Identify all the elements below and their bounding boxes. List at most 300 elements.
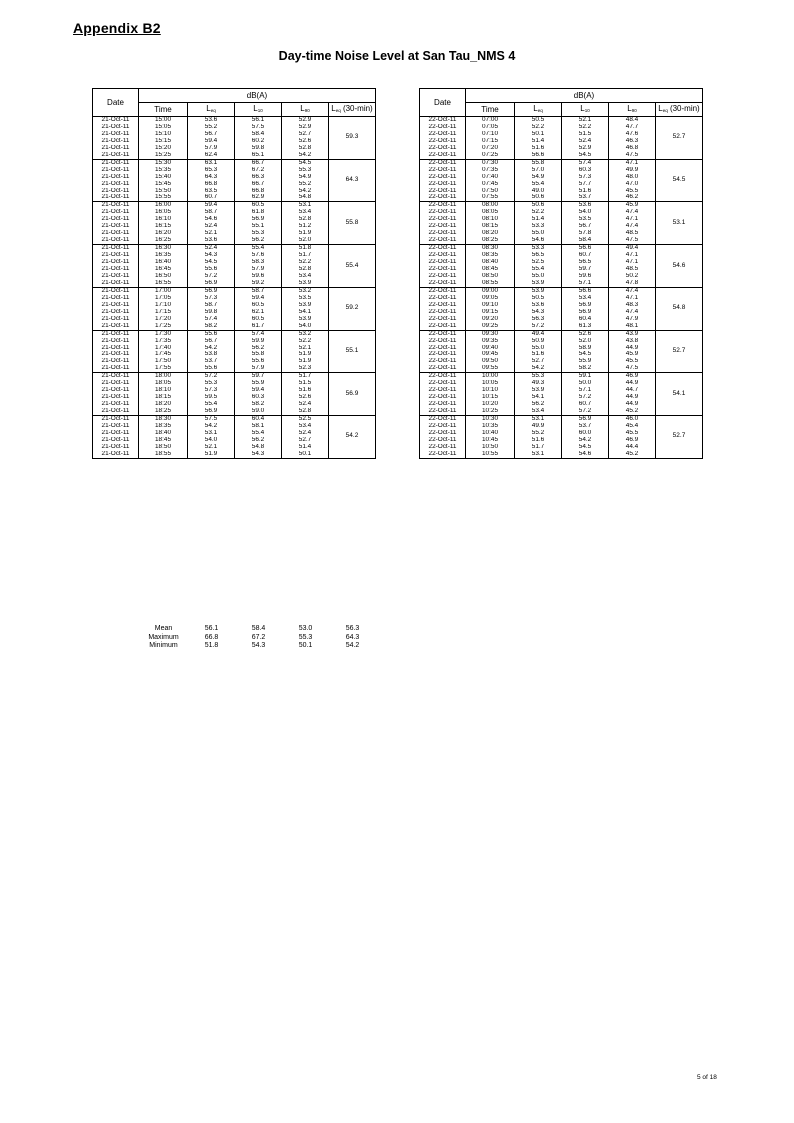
l90-cell: 53.2 (282, 330, 329, 337)
time-cell: 09:05 (466, 295, 515, 302)
l10-cell: 52.1 (562, 117, 609, 124)
l90-cell: 44.9 (609, 401, 656, 408)
time-cell: 10:25 (466, 408, 515, 415)
summary-leq-cell: 56.1 (204, 625, 219, 632)
l10-cell: 57.7 (562, 181, 609, 188)
l90-cell: 47.4 (609, 309, 656, 316)
date-cell: 21-Oct-11 (93, 230, 139, 237)
leq-cell: 50.1 (515, 131, 562, 138)
date-cell: 22-Oct-11 (420, 209, 466, 216)
l10-cell: 53.7 (562, 194, 609, 201)
l10-cell: 57.3 (562, 174, 609, 181)
date-cell: 21-Oct-11 (93, 131, 139, 138)
l90-cell: 48.5 (609, 230, 656, 237)
leq-cell: 57.3 (188, 295, 235, 302)
l10-cell: 56.9 (562, 416, 609, 423)
date-cell: 21-Oct-11 (93, 280, 139, 287)
leq-cell: 52.2 (515, 209, 562, 216)
leq-cell: 55.6 (188, 330, 235, 337)
date-cell: 22-Oct-11 (420, 174, 466, 181)
date-cell: 21-Oct-11 (93, 351, 139, 358)
time-cell: 17:05 (139, 295, 188, 302)
leq30-cell: 64.3 (329, 159, 376, 202)
l10-cell: 59.1 (562, 373, 609, 380)
table-row (420, 202, 703, 209)
l10-cell: 57.1 (562, 280, 609, 287)
l90-cell: 51.4 (282, 444, 329, 451)
time-cell: 15:55 (139, 194, 188, 201)
table-row (420, 373, 703, 380)
l10-cell: 66.7 (235, 181, 282, 188)
summary-l10-cell: 58.4 (251, 625, 266, 632)
leq-cell: 49.0 (515, 188, 562, 195)
time-cell: 07:05 (466, 124, 515, 131)
l90-column-header (609, 103, 656, 117)
date-cell: 22-Oct-11 (420, 259, 466, 266)
l10-cell: 55.8 (235, 351, 282, 358)
time-cell: 18:35 (139, 423, 188, 430)
date-cell: 21-Oct-11 (93, 245, 139, 252)
time-cell: 10:15 (466, 394, 515, 401)
leq-cell: 54.0 (188, 437, 235, 444)
leq-cell: 57.5 (188, 416, 235, 423)
date-cell: 22-Oct-11 (420, 365, 466, 372)
l10-cell: 62.9 (235, 194, 282, 201)
l10-cell: 60.2 (235, 138, 282, 145)
l90-cell: 49.4 (609, 245, 656, 252)
l10-cell: 56.5 (562, 259, 609, 266)
date-cell: 22-Oct-11 (420, 237, 466, 244)
leq-cell: 54.3 (188, 252, 235, 259)
date-cell: 22-Oct-11 (420, 309, 466, 316)
date-cell: 21-Oct-11 (93, 252, 139, 259)
l10-cell: 50.0 (562, 380, 609, 387)
leq30-cell: 59.2 (329, 287, 376, 330)
time-cell: 07:15 (466, 138, 515, 145)
leq-cell: 49.3 (515, 380, 562, 387)
dba-units-header: dB(A) (466, 89, 703, 103)
time-cell: 09:10 (466, 302, 515, 309)
date-cell: 21-Oct-11 (93, 323, 139, 330)
date-cell: 21-Oct-11 (93, 338, 139, 345)
time-cell: 17:45 (139, 351, 188, 358)
date-cell: 22-Oct-11 (420, 273, 466, 280)
leq30-cell: 54.1 (656, 373, 703, 416)
l10-cell: 55.1 (235, 223, 282, 230)
l10-cell: 56.9 (562, 309, 609, 316)
l90-cell: 47.5 (609, 152, 656, 159)
l10-cell: 58.7 (235, 287, 282, 294)
l10-cell: 59.8 (235, 145, 282, 152)
l90-cell: 47.1 (609, 259, 656, 266)
date-cell: 22-Oct-11 (420, 152, 466, 159)
summary-label-cell: Maximum (148, 633, 179, 641)
l90-cell: 45.2 (609, 408, 656, 415)
l10-cell: 59.6 (562, 273, 609, 280)
date-cell: 22-Oct-11 (420, 430, 466, 437)
l90-cell: 51.6 (282, 387, 329, 394)
l10-cell: 59.2 (235, 280, 282, 287)
l90-cell: 52.4 (282, 401, 329, 408)
leq30-cell: 52.7 (656, 117, 703, 160)
l90-cell: 48.1 (609, 323, 656, 330)
time-cell: 15:35 (139, 167, 188, 174)
leq-cell: 53.1 (188, 430, 235, 437)
leq-cell: 59.5 (188, 394, 235, 401)
l10-cell: 56.6 (562, 245, 609, 252)
l10-cell: 59.0 (235, 408, 282, 415)
leq-cell: 55.3 (188, 380, 235, 387)
date-cell: 22-Oct-11 (420, 124, 466, 131)
l90-cell: 47.5 (609, 237, 656, 244)
l10-cell: 57.9 (235, 266, 282, 273)
l10-cell: 55.6 (235, 358, 282, 365)
table-row (93, 159, 376, 166)
date-cell: 22-Oct-11 (420, 230, 466, 237)
leq30-column-header-suffix: (30-min) (340, 104, 373, 113)
l90-cell: 52.8 (282, 145, 329, 152)
date-cell: 21-Oct-11 (93, 430, 139, 437)
leq-cell: 51.4 (515, 216, 562, 223)
leq30-cell: 55.1 (329, 330, 376, 373)
l90-cell: 52.4 (282, 430, 329, 437)
l90-cell: 48.0 (609, 174, 656, 181)
leq30-column-header-suffix: (30-min) (667, 104, 700, 113)
leq-cell: 54.9 (515, 174, 562, 181)
time-cell: 08:35 (466, 252, 515, 259)
l10-column-header-symbol: L (253, 104, 258, 113)
l90-cell: 44.9 (609, 345, 656, 352)
l90-cell: 43.8 (609, 338, 656, 345)
time-cell: 07:40 (466, 174, 515, 181)
time-cell: 08:15 (466, 223, 515, 230)
l10-cell: 56.9 (235, 216, 282, 223)
l10-cell: 57.4 (235, 330, 282, 337)
l10-cell: 58.4 (235, 131, 282, 138)
l10-column-header (562, 103, 609, 117)
time-cell: 15:30 (139, 159, 188, 166)
leq-cell: 56.7 (188, 338, 235, 345)
l10-column-header-subscript: 10 (584, 108, 590, 113)
time-cell: 16:55 (139, 280, 188, 287)
time-column-header: Time (466, 103, 515, 117)
date-cell: 21-Oct-11 (93, 309, 139, 316)
leq30-column-header (329, 103, 376, 117)
time-cell: 07:45 (466, 181, 515, 188)
leq-cell: 50.6 (515, 194, 562, 201)
l90-cell: 46.9 (609, 373, 656, 380)
time-cell: 09:25 (466, 323, 515, 330)
leq-cell: 51.4 (515, 138, 562, 145)
summary-leq30-cell: 54.2 (345, 642, 360, 650)
date-cell: 21-Oct-11 (93, 174, 139, 181)
time-cell: 18:30 (139, 416, 188, 423)
l90-cell: 49.9 (609, 167, 656, 174)
date-cell: 21-Oct-11 (93, 380, 139, 387)
date-cell: 21-Oct-11 (93, 202, 139, 209)
summary-l10-cell: 54.3 (251, 642, 266, 650)
date-cell: 22-Oct-11 (420, 444, 466, 451)
leq30-cell: 56.9 (329, 373, 376, 416)
l90-cell: 52.7 (282, 437, 329, 444)
time-cell: 16:50 (139, 273, 188, 280)
date-cell: 22-Oct-11 (420, 194, 466, 201)
leq-cell: 56.9 (188, 287, 235, 294)
leq-cell: 58.7 (188, 209, 235, 216)
l90-cell: 52.1 (282, 345, 329, 352)
l90-cell: 45.5 (609, 188, 656, 195)
l10-cell: 59.4 (235, 295, 282, 302)
leq30-cell: 54.8 (656, 287, 703, 330)
time-cell: 08:10 (466, 216, 515, 223)
leq-cell: 53.3 (515, 245, 562, 252)
time-cell: 10:35 (466, 423, 515, 430)
l90-cell: 47.8 (609, 280, 656, 287)
date-cell: 22-Oct-11 (420, 223, 466, 230)
date-cell: 22-Oct-11 (420, 351, 466, 358)
leq-cell: 56.9 (188, 280, 235, 287)
l10-column-header-symbol: L (580, 104, 585, 113)
date-cell: 21-Oct-11 (93, 117, 139, 124)
leq-cell: 54.6 (188, 216, 235, 223)
l90-cell: 47.1 (609, 252, 656, 259)
l10-cell: 53.4 (562, 295, 609, 302)
date-cell: 22-Oct-11 (420, 330, 466, 337)
leq-cell: 55.3 (515, 373, 562, 380)
dba-units-header: dB(A) (139, 89, 376, 103)
leq-cell: 55.6 (188, 266, 235, 273)
date-cell: 21-Oct-11 (93, 138, 139, 145)
leq-cell: 51.6 (515, 351, 562, 358)
leq-cell: 50.5 (515, 295, 562, 302)
date-cell: 21-Oct-11 (93, 188, 139, 195)
time-cell: 08:20 (466, 230, 515, 237)
time-cell: 09:35 (466, 338, 515, 345)
summary-row (139, 642, 376, 651)
time-cell: 10:10 (466, 387, 515, 394)
l10-cell: 54.5 (562, 152, 609, 159)
l90-cell: 52.0 (282, 237, 329, 244)
date-cell: 22-Oct-11 (420, 167, 466, 174)
l10-cell: 56.1 (235, 117, 282, 124)
l90-cell: 53.9 (282, 302, 329, 309)
leq-cell: 59.4 (188, 138, 235, 145)
date-cell: 21-Oct-11 (93, 237, 139, 244)
l90-cell: 53.4 (282, 273, 329, 280)
header-row-units (420, 89, 703, 103)
l10-cell: 57.6 (235, 252, 282, 259)
time-cell: 09:45 (466, 351, 515, 358)
leq30-column-header-subscript: eq (662, 108, 668, 113)
time-cell: 07:30 (466, 159, 515, 166)
date-cell: 22-Oct-11 (420, 245, 466, 252)
l90-cell: 53.4 (282, 209, 329, 216)
leq30-cell: 54.5 (656, 159, 703, 202)
l10-cell: 66.7 (235, 159, 282, 166)
l90-cell: 45.9 (609, 202, 656, 209)
time-cell: 07:35 (466, 167, 515, 174)
leq30-cell: 52.7 (656, 416, 703, 459)
l90-cell: 44.4 (609, 444, 656, 451)
date-cell: 21-Oct-11 (93, 423, 139, 430)
leq-cell: 53.9 (515, 387, 562, 394)
l90-cell: 51.5 (282, 380, 329, 387)
time-cell: 18:10 (139, 387, 188, 394)
date-cell: 21-Oct-11 (93, 266, 139, 273)
l90-cell: 45.9 (609, 351, 656, 358)
time-cell: 07:10 (466, 131, 515, 138)
summary-leq-cell: 66.8 (204, 633, 219, 641)
l90-cell: 44.9 (609, 380, 656, 387)
l10-cell: 60.5 (235, 202, 282, 209)
l90-cell: 54.0 (282, 323, 329, 330)
l90-cell: 47.1 (609, 216, 656, 223)
l10-cell: 56.6 (562, 287, 609, 294)
date-cell: 22-Oct-11 (420, 216, 466, 223)
l10-cell: 54.2 (562, 437, 609, 444)
time-cell: 09:40 (466, 345, 515, 352)
table-row (93, 373, 376, 380)
date-cell: 21-Oct-11 (93, 345, 139, 352)
l90-cell: 54.9 (282, 174, 329, 181)
time-cell: 16:05 (139, 209, 188, 216)
date-cell: 22-Oct-11 (420, 131, 466, 138)
leq-cell: 63.1 (188, 159, 235, 166)
date-cell: 21-Oct-11 (93, 451, 139, 458)
l90-cell: 53.2 (282, 287, 329, 294)
l10-cell: 65.1 (235, 152, 282, 159)
l10-cell: 53.7 (562, 423, 609, 430)
time-cell: 18:20 (139, 401, 188, 408)
leq-cell: 55.4 (515, 181, 562, 188)
l10-cell: 57.8 (562, 230, 609, 237)
l90-cell: 51.7 (282, 373, 329, 380)
date-cell: 21-Oct-11 (93, 408, 139, 415)
l90-cell: 48.4 (609, 117, 656, 124)
date-cell: 22-Oct-11 (420, 302, 466, 309)
date-cell: 22-Oct-11 (420, 181, 466, 188)
l90-cell: 52.6 (282, 138, 329, 145)
leq-cell: 53.4 (515, 408, 562, 415)
leq-cell: 60.7 (188, 194, 235, 201)
l10-cell: 58.2 (235, 401, 282, 408)
leq-cell: 51.9 (188, 451, 235, 458)
leq-cell: 57.0 (515, 167, 562, 174)
leq-cell: 54.6 (515, 237, 562, 244)
time-cell: 10:20 (466, 401, 515, 408)
leq-cell: 53.9 (515, 280, 562, 287)
leq30-cell: 55.8 (329, 202, 376, 245)
leq-cell: 52.4 (188, 245, 235, 252)
leq-cell: 55.0 (515, 273, 562, 280)
date-cell: 22-Oct-11 (420, 287, 466, 294)
l90-cell: 47.0 (609, 181, 656, 188)
l90-cell: 51.8 (282, 245, 329, 252)
leq30-cell: 52.7 (656, 330, 703, 373)
leq30-cell: 55.4 (329, 245, 376, 288)
summary-l10-cell: 67.2 (251, 633, 266, 641)
time-cell: 10:40 (466, 430, 515, 437)
time-cell: 10:00 (466, 373, 515, 380)
l10-cell: 60.5 (235, 302, 282, 309)
l10-cell: 57.2 (562, 394, 609, 401)
l90-cell: 52.8 (282, 216, 329, 223)
leq-cell: 56.6 (515, 152, 562, 159)
summary-statistics (139, 625, 376, 651)
time-cell: 17:20 (139, 316, 188, 323)
leq30-cell: 59.3 (329, 117, 376, 160)
time-cell: 09:00 (466, 287, 515, 294)
time-cell: 08:45 (466, 266, 515, 273)
l90-cell: 52.8 (282, 408, 329, 415)
l10-cell: 60.0 (562, 430, 609, 437)
l90-cell: 54.2 (282, 188, 329, 195)
leq-cell: 66.8 (188, 181, 235, 188)
l10-cell: 66.8 (235, 188, 282, 195)
l90-column-header (282, 103, 329, 117)
date-cell: 21-Oct-11 (93, 330, 139, 337)
time-cell: 18:55 (139, 451, 188, 458)
time-cell: 18:45 (139, 437, 188, 444)
l90-cell: 51.7 (282, 252, 329, 259)
leq-cell: 53.6 (188, 117, 235, 124)
leq30-cell: 54.2 (329, 416, 376, 459)
table-row (93, 287, 376, 294)
leq-cell: 64.3 (188, 174, 235, 181)
l90-cell: 51.9 (282, 351, 329, 358)
time-cell: 10:05 (466, 380, 515, 387)
time-cell: 17:25 (139, 323, 188, 330)
leq30-column-header-symbol: L (331, 104, 336, 113)
date-cell: 21-Oct-11 (93, 358, 139, 365)
date-cell: 22-Oct-11 (420, 316, 466, 323)
page-number: 5 of 18 (697, 1074, 717, 1081)
l90-cell: 53.1 (282, 202, 329, 209)
time-cell: 17:50 (139, 358, 188, 365)
date-cell: 22-Oct-11 (420, 373, 466, 380)
date-cell: 21-Oct-11 (93, 444, 139, 451)
time-cell: 17:55 (139, 365, 188, 372)
l90-cell: 46.2 (609, 194, 656, 201)
l90-cell: 44.9 (609, 394, 656, 401)
date-cell: 21-Oct-11 (93, 273, 139, 280)
time-cell: 17:30 (139, 330, 188, 337)
leq-column-header-symbol: L (533, 104, 538, 113)
l90-cell: 51.2 (282, 223, 329, 230)
l90-cell: 47.4 (609, 223, 656, 230)
l10-cell: 58.4 (562, 237, 609, 244)
leq-column-header-subscript: eq (537, 108, 543, 113)
leq-cell: 53.3 (515, 223, 562, 230)
leq-cell: 56.9 (188, 408, 235, 415)
date-cell: 21-Oct-11 (93, 152, 139, 159)
date-column-header: Date (93, 89, 139, 117)
summary-l90-cell: 53.0 (298, 625, 313, 632)
time-cell: 16:10 (139, 216, 188, 223)
leq-cell: 54.2 (515, 365, 562, 372)
time-cell: 18:15 (139, 394, 188, 401)
time-cell: 15:45 (139, 181, 188, 188)
l90-cell: 52.6 (282, 394, 329, 401)
date-cell: 21-Oct-11 (93, 124, 139, 131)
leq30-cell: 54.6 (656, 245, 703, 288)
l90-cell: 48.5 (609, 266, 656, 273)
l90-cell: 51.9 (282, 230, 329, 237)
date-cell: 21-Oct-11 (93, 295, 139, 302)
leq-cell: 52.7 (515, 358, 562, 365)
appendix-heading: Appendix B2 (73, 20, 161, 36)
time-cell: 16:45 (139, 266, 188, 273)
